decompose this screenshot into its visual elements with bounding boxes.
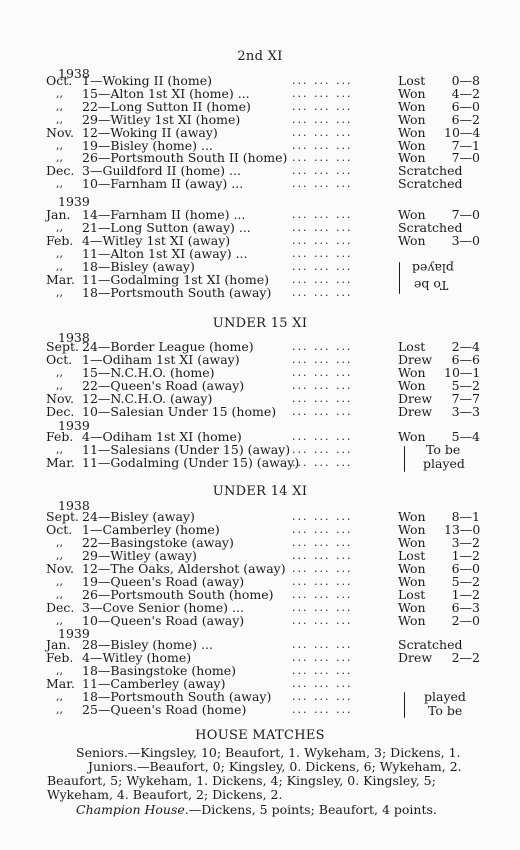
fixture-score: 2—4 (451, 339, 480, 354)
fixture-month: ,, (56, 177, 63, 191)
fixture-score: 3—2 (451, 535, 480, 550)
leader-dots: ... ... ... (292, 247, 353, 260)
champion-text: —Dickens, 5 points; Beaufort, 4 points. (188, 802, 437, 817)
fixture-month: ,, (56, 99, 63, 113)
fixture-month: Dec. (46, 163, 75, 179)
fixture-result: Scratched (398, 637, 463, 652)
fixture-name: 10—Salesian Under 15 (home) (82, 403, 277, 419)
fixture-month: Dec. (46, 403, 75, 419)
rotated-note-to-be: To be (414, 278, 449, 293)
fixture-month: ,, (56, 138, 63, 152)
fixture-name: 11—Godalming 1st XI (home) (82, 272, 269, 287)
leader-dots: ... ... ... (292, 112, 353, 126)
section-title-under-15: UNDER 15 XI (212, 316, 308, 331)
fixture-month: Nov. (46, 561, 75, 576)
note-to-be: To be (428, 703, 463, 718)
leader-dots: ... ... ... (292, 378, 353, 392)
leader-dots: ... ... ... (292, 74, 353, 87)
fixture-result: Drew (398, 351, 433, 367)
fixture-result: Lost (398, 73, 426, 88)
fixture-month: ,, (56, 442, 63, 456)
section-title-house-matches: HOUSE MATCHES (195, 728, 325, 743)
fixture-result: Won (398, 509, 426, 524)
fixture-result: Won (398, 613, 426, 628)
fixture-month: ,, (56, 378, 63, 392)
fixture-name: 11—Camberley (away) (82, 675, 226, 691)
fixture-name: 3—Cove Senior (home) ... (82, 600, 244, 615)
leader-dots: ... ... ... (292, 536, 353, 549)
leader-dots: ... ... ... (292, 562, 353, 575)
fixture-month: Oct. (46, 522, 73, 537)
fixture-month: Dec. (46, 600, 75, 615)
fixture-month: ,, (56, 689, 63, 703)
fixture-result: Won (398, 137, 426, 153)
fixture-month: Mar. (46, 454, 75, 470)
fixture-row (46, 443, 486, 456)
fixture-month: Jan. (46, 207, 71, 222)
fixture-score: 7—7 (451, 390, 480, 406)
fixture-score: 6—2 (451, 111, 480, 127)
leader-dots: ... ... ... (292, 164, 353, 178)
fixture-name: 1—Odiham 1st XI (away) (82, 351, 240, 367)
fixture-name: 24—Border League (home) (82, 339, 254, 354)
champion-label: Champion House. (76, 802, 189, 817)
fixture-month: ,, (56, 702, 63, 716)
leader-dots: ... ... ... (292, 234, 353, 247)
fixture-month: Nov. (46, 390, 75, 406)
fixture-result: Scratched (398, 163, 463, 179)
fixture-name: 11—Alton 1st XI (away) ... (82, 246, 248, 261)
section-title-2nd-xi: 2nd XI (237, 49, 283, 64)
fixture-month: Nov. (46, 124, 75, 140)
note-to-be: To be (426, 442, 461, 457)
fixture-score: 6—6 (451, 351, 480, 367)
leader-dots: ... ... ... (292, 286, 353, 299)
fixture-name: 4—Odiham 1st XI (home) (82, 429, 242, 444)
fixture-name: 25—Queen's Road (home) (82, 701, 247, 717)
fixture-score: 6—3 (451, 600, 480, 615)
fixture-result: Won (398, 124, 426, 140)
year-label: 1939 (58, 194, 90, 209)
fixture-score: 7—0 (451, 207, 480, 222)
leader-dots: ... ... ... (292, 273, 353, 286)
fixture-row (46, 126, 486, 139)
fixture-month: Jan. (46, 637, 71, 652)
fixture-name: 11—Salesians (Under 15) (away) (82, 441, 291, 457)
champion-house-line (76, 802, 437, 817)
fixture-result: Won (398, 522, 426, 537)
fixture-score: 3—3 (451, 403, 480, 419)
fixture-name: 22—Queen's Road (away) (82, 377, 245, 393)
fixture-name: 24—Bisley (away) (82, 509, 195, 524)
leader-dots: ... ... ... (292, 404, 353, 418)
fixture-name: 10—Farnham II (away) ... (82, 176, 244, 192)
leader-dots: ... ... ... (292, 260, 353, 273)
leader-dots: ... ... ... (292, 510, 353, 523)
fixture-result: Scratched (398, 220, 463, 235)
fixture-month: ,, (56, 536, 63, 549)
fixture-name: 28—Bisley (home) ... (82, 637, 213, 652)
fixture-score: 7—1 (451, 137, 480, 153)
fixture-result: Drew (398, 403, 433, 419)
fixture-row (46, 664, 486, 677)
brace (404, 446, 405, 472)
leader-dots: ... ... ... (292, 221, 353, 234)
fixture-month: ,, (56, 221, 63, 234)
year-label: 1938 (58, 330, 90, 345)
leader-dots: ... ... ... (292, 430, 353, 443)
leader-dots: ... ... ... (292, 99, 353, 113)
fixture-name: 26—Portsmouth South II (home) (82, 150, 288, 166)
fixture-score: 4—2 (451, 85, 480, 101)
fixture-name: 18—Basingstoke (home) (82, 662, 236, 678)
fixture-month: Mar. (46, 272, 75, 287)
fixture-result: Won (398, 535, 426, 550)
fixture-month: Oct. (46, 73, 73, 88)
seniors-line: Seniors.—Kingsley, 10; Beaufort, 1. Wykeham, 3; Dickens, 1. (76, 745, 461, 760)
fixture-month: ,, (56, 286, 63, 299)
leader-dots: ... ... ... (292, 702, 353, 716)
fixture-row (46, 614, 486, 627)
fixture-month: Sept. (46, 339, 79, 354)
fixture-result: Won (398, 207, 426, 222)
fixture-month: ,, (56, 86, 63, 100)
leader-dots: ... ... ... (292, 151, 353, 165)
leader-dots: ... ... ... (292, 177, 353, 191)
fixture-result: Won (398, 85, 426, 101)
fixture-month: ,, (56, 365, 63, 379)
fixture-name: 29—Witley 1st XI (home) (82, 111, 241, 127)
fixture-score: 0—8 (451, 73, 480, 88)
fixture-month: ,, (56, 260, 63, 273)
year-label: 1938 (58, 498, 90, 513)
fixture-score: 3—0 (451, 233, 480, 248)
fixture-row (46, 690, 486, 703)
fixture-month: Sept. (46, 509, 79, 524)
fixture-row (46, 392, 486, 405)
fixture-row (46, 113, 486, 126)
fixture-name: 19—Queen's Road (away) (82, 574, 245, 589)
fixture-row (46, 379, 486, 392)
leader-dots: ... ... ... (292, 365, 353, 379)
fixture-name: 26—Portsmouth South (home) (82, 587, 274, 602)
fixture-score: 2—0 (451, 613, 480, 628)
fixture-result: Won (398, 600, 426, 615)
fixture-name: 11—Godalming (Under 15) (away) (82, 454, 300, 470)
fixture-row (46, 87, 486, 100)
fixture-score: 6—0 (451, 98, 480, 114)
fixture-result: Won (398, 364, 426, 380)
leader-dots: ... ... ... (292, 575, 353, 588)
fixture-name: 15—Alton 1st XI (home) ... (82, 85, 250, 101)
fixture-name: 19—Bisley (home) ... (82, 137, 213, 153)
juniors-line-cont: Beaufort, 5; Wykeham, 1. Dickens, 4; Kingsley, 0. Kingsley, 5; (47, 773, 436, 788)
note-played: played (424, 689, 466, 704)
juniors-line-cont-2: Wykeham, 4. Beaufort, 2; Dickens, 2. (47, 787, 283, 802)
fixture-score: 1—2 (451, 587, 480, 602)
brace (399, 262, 400, 294)
fixture-month: ,, (56, 549, 63, 562)
fixture-result: Won (398, 98, 426, 114)
year-label: 1939 (58, 418, 90, 433)
leader-dots: ... ... ... (292, 588, 353, 601)
fixture-result: Won (398, 111, 426, 127)
fixture-row (46, 456, 486, 469)
leader-dots: ... ... ... (292, 650, 353, 664)
fixture-score: 5—4 (451, 429, 480, 444)
leader-dots: ... ... ... (292, 442, 353, 456)
year-label: 1938 (58, 66, 90, 81)
leader-dots: ... ... ... (292, 86, 353, 100)
fixture-row (46, 405, 486, 418)
fixture-name: 4—Witley 1st XI (away) (82, 233, 231, 248)
fixture-row (46, 353, 486, 366)
leader-dots: ... ... ... (292, 208, 353, 221)
fixture-score: 10—4 (444, 124, 481, 140)
fixture-name: 10—Queen's Road (away) (82, 613, 245, 628)
fixture-name: 18—Portsmouth South (away) (82, 688, 272, 704)
fixture-result: Lost (398, 548, 426, 563)
fixture-result: Lost (398, 339, 426, 354)
rotated-note-played: played (412, 261, 454, 276)
fixture-result: Won (398, 561, 426, 576)
leader-dots: ... ... ... (292, 455, 353, 469)
leader-dots: ... ... ... (292, 352, 353, 366)
leader-dots: ... ... ... (292, 138, 353, 152)
leader-dots: ... ... ... (292, 676, 353, 690)
fixture-result: Drew (398, 649, 433, 665)
fixture-month: Feb. (46, 429, 74, 444)
fixture-result: Scratched (398, 176, 463, 192)
fixture-score: 10—1 (444, 364, 481, 380)
fixture-row (46, 703, 486, 716)
fixture-result: Won (398, 429, 426, 444)
section-title-under-14: UNDER 14 XI (212, 484, 308, 499)
fixture-month: ,, (56, 588, 63, 601)
leader-dots: ... ... ... (292, 663, 353, 677)
fixture-name: 1—Woking II (home) (82, 73, 213, 88)
fixture-result: Lost (398, 587, 426, 602)
fixture-score: 13—0 (444, 522, 481, 537)
fixture-month: ,, (56, 247, 63, 260)
fixture-score: 1—2 (451, 548, 480, 563)
fixture-month: ,, (56, 151, 63, 165)
fixture-score: 2—2 (451, 649, 480, 665)
fixture-row (46, 366, 486, 379)
fixture-name: 29—Witley (away) (82, 548, 197, 563)
leader-dots: ... ... ... (292, 638, 353, 651)
fixture-result: Drew (398, 390, 433, 406)
fixture-month: Feb. (46, 649, 74, 665)
fixture-name: 3—Guildford II (home) ... (82, 163, 241, 179)
fixture-result: Won (398, 150, 426, 166)
brace (404, 692, 405, 718)
fixture-result: Won (398, 574, 426, 589)
fixture-result: Won (398, 233, 426, 248)
fixture-name: 21—Long Sutton (away) ... (82, 220, 251, 235)
leader-dots: ... ... ... (292, 601, 353, 614)
fixture-score: 5—2 (451, 574, 480, 589)
fixture-name: 22—Basingstoke (away) (82, 535, 234, 550)
fixture-score: 7—0 (451, 150, 480, 166)
fixture-name: 22—Long Sutton II (home) (82, 98, 251, 114)
leader-dots: ... ... ... (292, 340, 353, 353)
fixture-name: 18—Bisley (away) (82, 259, 195, 274)
fixture-name: 14—Farnham II (home) ... (82, 207, 246, 222)
fixture-row (46, 677, 486, 690)
fixture-score: 6—0 (451, 561, 480, 576)
fixture-name: 4—Witley (home) (82, 649, 192, 665)
fixture-name: 15—N.C.H.O. (home) (82, 364, 215, 380)
fixture-name: 1—Camberley (home) (82, 522, 220, 537)
leader-dots: ... ... ... (292, 125, 353, 139)
leader-dots: ... ... ... (292, 391, 353, 405)
juniors-line: Juniors.—Beaufort, 0; Kingsley, 0. Dickens, 6; Wykeham, 2. (88, 759, 462, 774)
fixture-row (46, 100, 486, 113)
fixture-row (46, 177, 486, 190)
note-played: played (423, 456, 465, 471)
fixture-name: 12—Woking II (away) (82, 124, 218, 140)
fixture-month: ,, (56, 614, 63, 627)
fixture-month: Mar. (46, 675, 75, 691)
fixture-month: ,, (56, 663, 63, 677)
leader-dots: ... ... ... (292, 549, 353, 562)
fixture-name: 12—The Oaks, Aldershot (away) (82, 561, 286, 576)
fixture-month: ,, (56, 112, 63, 126)
year-label: 1939 (58, 626, 90, 641)
leader-dots: ... ... ... (292, 614, 353, 627)
fixture-month: Oct. (46, 351, 73, 367)
fixture-month: ,, (56, 575, 63, 588)
fixture-name: 12—N.C.H.O. (away) (82, 390, 213, 406)
fixture-name: 18—Portsmouth South (away) (82, 285, 272, 300)
leader-dots: ... ... ... (292, 523, 353, 536)
fixture-score: 8—1 (451, 509, 480, 524)
fixture-score: 5—2 (451, 377, 480, 393)
fixture-row (46, 651, 486, 664)
leader-dots: ... ... ... (292, 689, 353, 703)
fixture-result: Won (398, 377, 426, 393)
fixture-month: Feb. (46, 233, 74, 248)
